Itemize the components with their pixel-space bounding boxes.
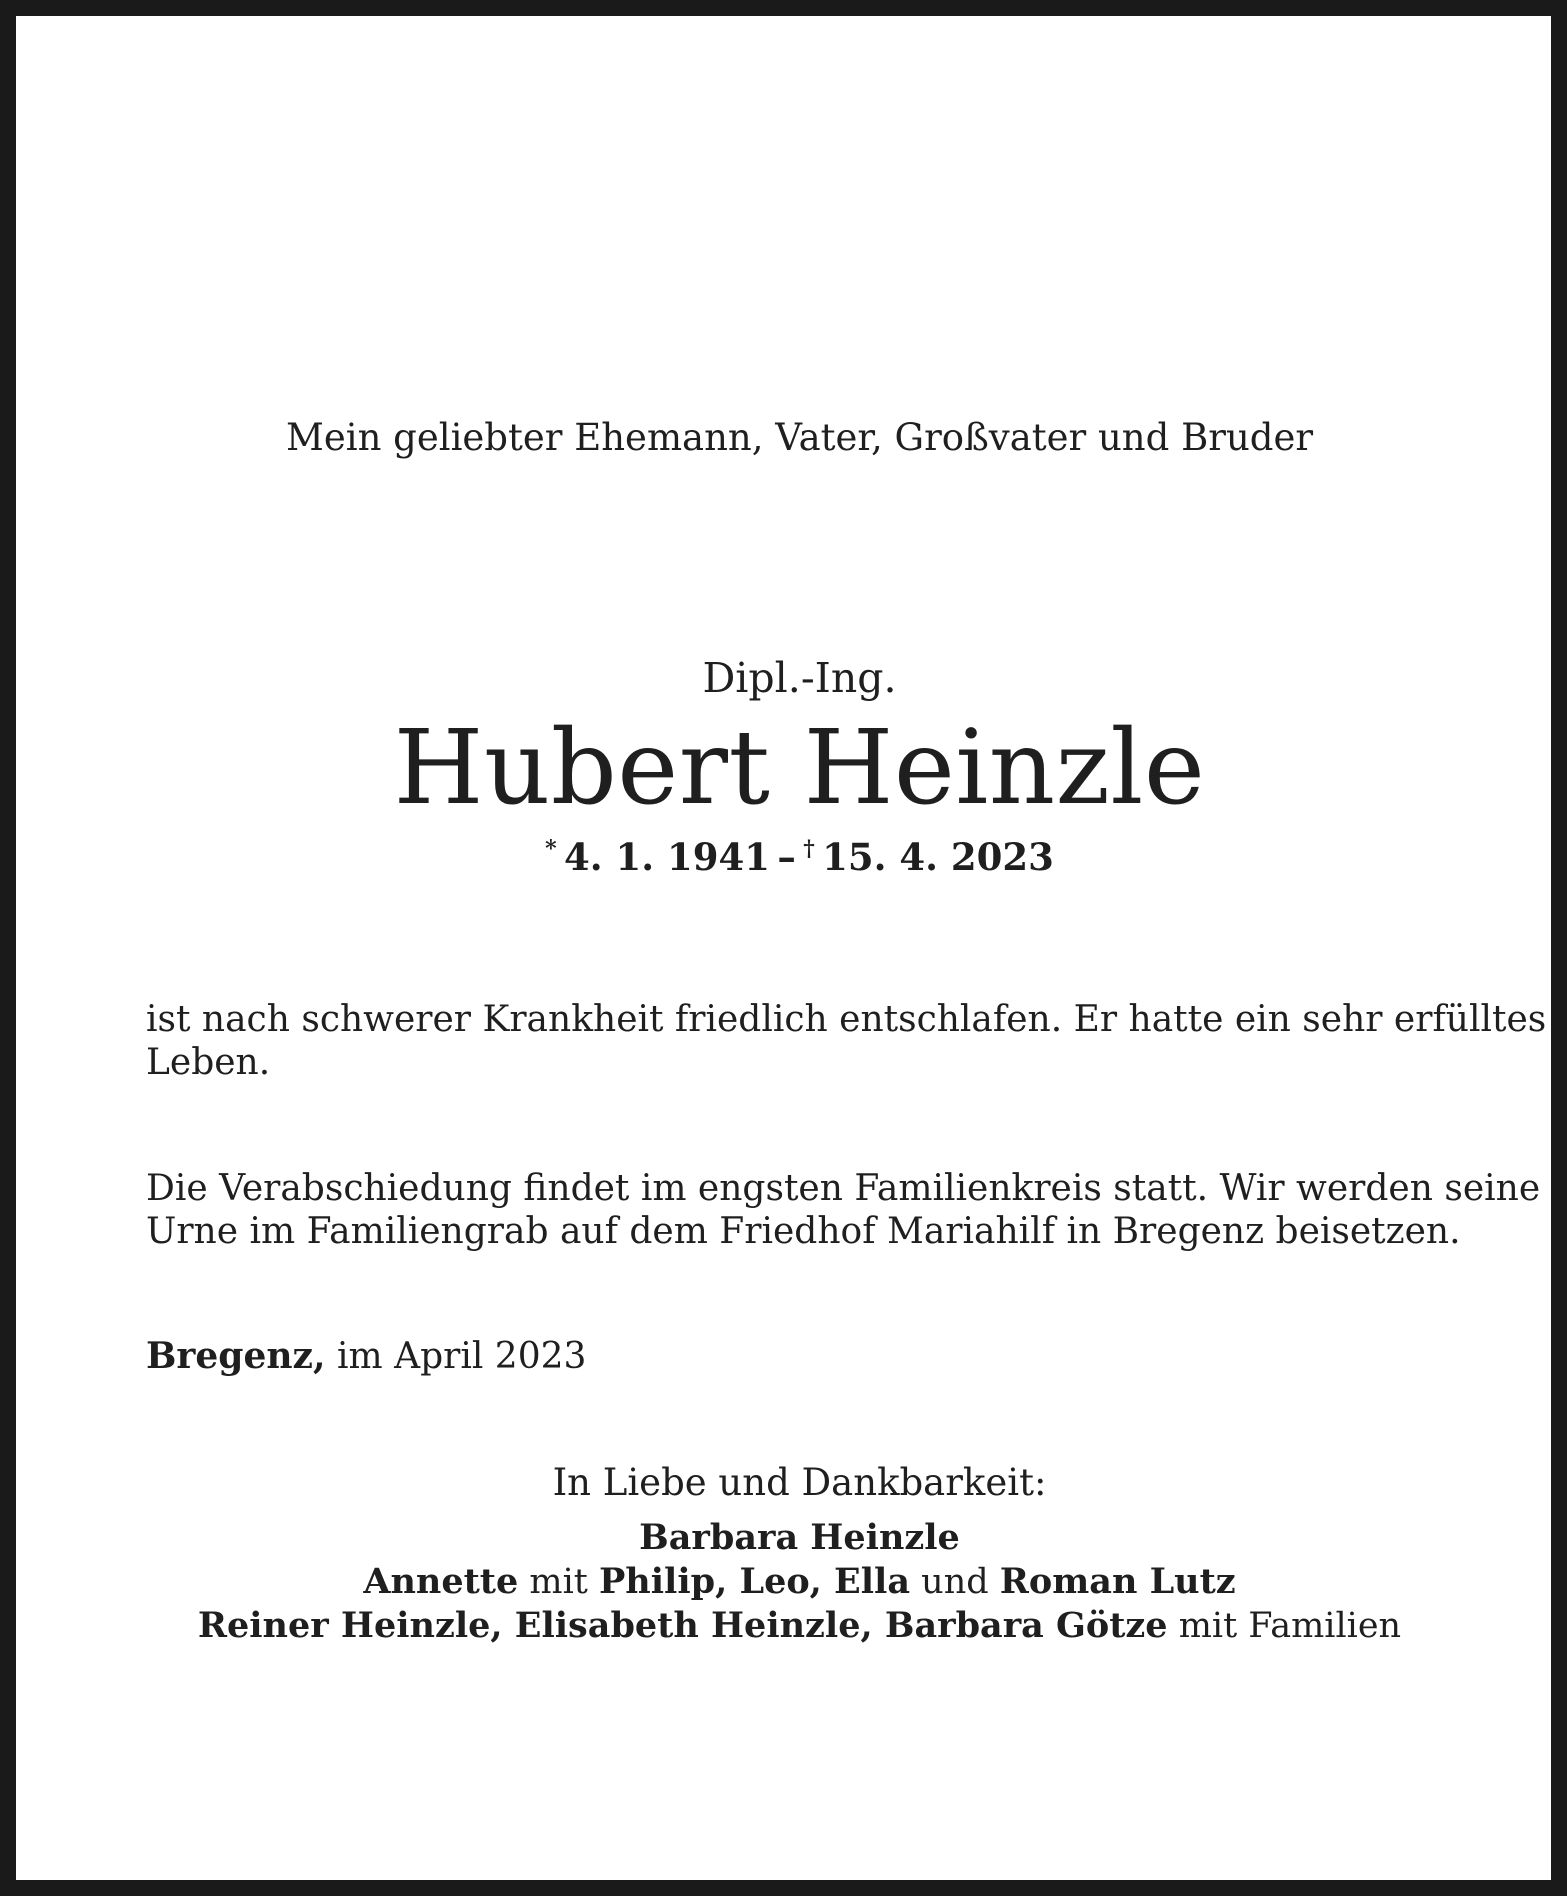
paragraph-farewell [146,1167,1541,1253]
connector-text: mit [529,1562,588,1602]
place: Bregenz, [146,1335,326,1377]
signers-block [32,1516,1567,1648]
academic-title: Dipl.-Ing. [702,654,897,702]
deceased-name: Hubert Heinzle [393,708,1206,828]
paragraph-passing [146,998,1547,1084]
signer-name: Reiner Heinzle, Elisabeth Heinzle, Barbara Götze [197,1605,1168,1646]
paragraph-line: Leben. [146,1042,271,1083]
paragraph-line: Die Verabschiedung findet im engsten Familienkreis statt. Wir werden seine [146,1168,1541,1209]
death-date: 15. 4. 2023 [822,835,1054,879]
place-and-date [146,1335,1476,1378]
death-symbol: † [803,836,815,862]
connector-text: und [921,1562,989,1602]
paragraph-line: ist nach schwerer Krankheit friedlich entschlafen. Er hatte ein sehr erfülltes [146,999,1547,1040]
obituary-notice [32,32,1567,1896]
life-dates [32,835,1567,879]
date-separator: – [777,835,796,879]
intro-line: Mein geliebter Ehemann, Vater, Großvater und Bruder [285,416,1314,459]
date-text: im April 2023 [336,1336,587,1377]
signer-name: Philip, Leo, Ella [598,1561,911,1602]
signer-name: Barbara Heinzle [639,1517,960,1558]
connector-text: mit Familien [1178,1606,1402,1646]
thanks-line: In Liebe und Dankbarkeit: [552,1461,1047,1504]
signer-name: Annette [363,1561,519,1602]
paragraph-line: Urne im Familiengrab auf dem Friedhof Mariahilf in Bregenz beisetzen. [146,1211,1461,1252]
signer-name: Roman Lutz [999,1561,1236,1602]
signer-line [32,1560,1567,1604]
signer-line [32,1604,1567,1648]
birth-symbol: * [545,836,557,862]
birth-date: 4. 1. 1941 [563,835,770,879]
signer-line [32,1516,1567,1560]
